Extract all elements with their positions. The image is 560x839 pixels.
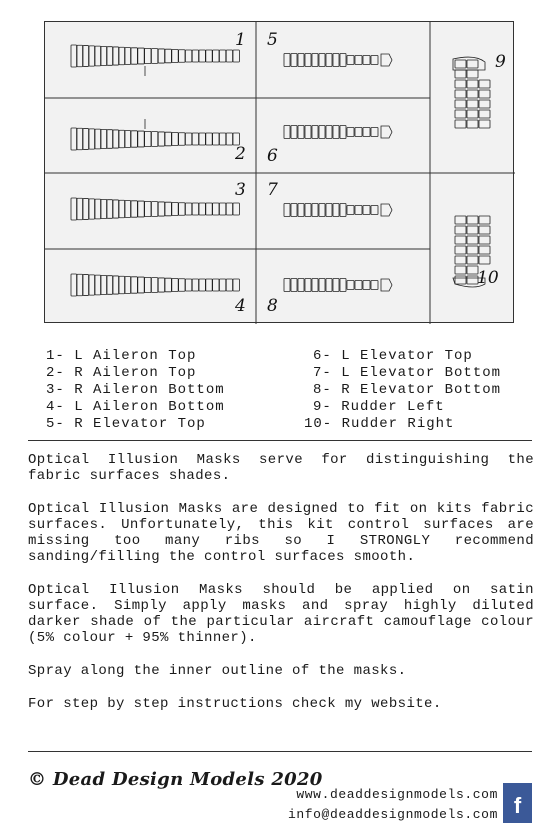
legend-item: 5- R Elevator Top [46,416,206,432]
rib-mask [165,202,171,216]
rib-mask [291,126,297,139]
instruction-paragraph: Spray along the inner outline of the masks. [28,663,407,679]
rib-mask [206,50,212,62]
legend-item: 7- L Elevator Bottom [313,365,502,381]
rib-mask [113,276,119,294]
tip-mask [381,126,392,138]
rib-mask [151,202,157,217]
panel-number-5: 5 [267,30,278,50]
rib-mask [233,50,239,62]
website-link[interactable]: www.deaddesignmodels.com [296,787,498,802]
rib-mask [119,200,125,218]
rib-mask [95,199,101,219]
rib-mask [455,276,466,284]
rib-mask [479,236,490,244]
legend-item: 1- L Aileron Top [46,348,197,364]
rib-mask [95,46,101,66]
rib-mask [151,49,157,64]
rib-mask [185,133,191,145]
rib-mask [213,50,219,62]
rib-mask [83,275,89,296]
rib-mask [101,129,107,148]
rib-mask [467,60,478,68]
rib-mask [355,128,362,137]
rib-mask [291,279,297,292]
rib-mask [206,279,212,291]
panel-number-9: 9 [495,52,506,72]
rib-mask [165,49,171,63]
rib-mask [333,126,339,139]
rib-mask [284,54,290,67]
rib-mask [467,110,478,118]
rib-mask [71,128,77,150]
panel-number-8: 8 [267,296,278,316]
rib-mask [101,199,107,218]
rib-mask [305,279,311,292]
rib-mask [119,130,125,148]
rib-mask [347,128,354,137]
rib-mask [455,266,466,274]
rib-mask [333,279,339,292]
rib-mask [333,54,339,67]
rib-mask [219,50,225,62]
panel-number-7: 7 [267,180,278,200]
rib-mask [355,206,362,215]
rib-mask [113,47,119,65]
rib-mask [479,120,490,128]
rib-mask [467,120,478,128]
rib-mask [479,90,490,98]
rib-mask [291,204,297,217]
rib-mask [199,50,205,62]
legend-item: 6- L Elevator Top [313,348,473,364]
mask-sheet-drawing [45,22,515,324]
rib-mask [131,131,137,147]
rib-mask [192,279,198,291]
rib-mask [371,56,378,65]
rib-mask [455,256,466,264]
mask-sheet [44,21,514,323]
legend-item: 8- R Elevator Bottom [313,382,502,398]
rib-mask [151,278,157,293]
rib-mask [467,100,478,108]
rib-mask [158,49,164,63]
rib-mask [326,54,332,67]
rib-mask [113,200,119,218]
rib-mask [284,204,290,217]
rib-mask [151,132,157,147]
instruction-paragraph: For step by step instructions check my website. [28,696,442,712]
rib-mask [119,276,125,294]
facebook-icon[interactable]: f [503,783,532,823]
rib-mask [479,226,490,234]
panel-number-4: 4 [235,296,246,316]
rib-mask [89,199,95,219]
panel-number-2: 2 [235,144,246,164]
rib-mask [284,126,290,139]
rib-mask [319,279,325,292]
rib-mask [77,128,83,149]
rib-mask [179,50,185,62]
rib-mask [455,246,466,254]
rib-mask [312,126,318,139]
rib-mask [172,132,178,145]
divider-bottom [28,751,532,752]
rib-mask [371,128,378,137]
rib-mask [165,132,171,146]
rib-mask [467,216,478,224]
rib-mask [192,50,198,62]
legend-item: 9- Rudder Left [313,399,445,415]
rib-mask [131,277,137,293]
rib-mask [172,49,178,62]
panel-number-3: 3 [235,180,246,200]
rib-mask [355,281,362,290]
rib-mask [89,129,95,149]
rib-mask [172,278,178,291]
rib-mask [467,226,478,234]
rib-mask [158,278,164,292]
rib-mask [213,203,219,215]
rib-mask [455,80,466,88]
rib-mask [71,198,77,220]
rib-mask [363,128,370,137]
legend-column-right [304,348,501,433]
rib-mask [125,131,131,148]
rib-mask [138,277,144,293]
rib-mask [158,132,164,146]
rib-mask [479,216,490,224]
rib-mask [107,276,113,295]
rib-mask [226,50,232,62]
rib-mask [219,203,225,215]
rib-mask [455,236,466,244]
instruction-paragraph: Optical Illusion Masks are designed to fit on kits fabric surfaces. Unfortunately, this kit control surfaces are missing too many ribs so I STRONGLY recommend sanding/filling the control surfaces smooth. [28,501,534,565]
rib-mask [192,203,198,215]
rib-mask [213,279,219,291]
rib-mask [83,199,89,220]
rib-mask [319,126,325,139]
rib-mask [467,246,478,254]
rib-mask [326,204,332,217]
rib-mask [455,216,466,224]
rib-mask [305,54,311,67]
rib-mask [185,50,191,62]
rib-mask [233,203,239,215]
rib-mask [206,133,212,145]
rib-mask [467,80,478,88]
rib-mask [467,70,478,78]
rib-mask [107,47,113,66]
panel-number-10: 10 [477,268,499,288]
rib-mask [145,201,151,216]
rib-mask [479,100,490,108]
rib-mask [101,275,107,294]
rib-mask [145,277,151,292]
rib-mask [125,201,131,218]
rib-mask [219,133,225,145]
legend-item: 4- L Aileron Bottom [46,399,225,415]
legend-column-left [46,348,225,433]
contacts [270,785,498,825]
rib-mask [199,133,205,145]
rib-mask [125,277,131,294]
instructions [28,452,534,729]
rib-mask [145,131,151,146]
divider-top [28,440,532,441]
rib-mask [185,203,191,215]
rib-mask [479,110,490,118]
rib-mask [455,100,466,108]
rib-mask [185,279,191,291]
rib-mask [101,46,107,65]
rib-mask [71,45,77,67]
rib-mask [347,281,354,290]
rib-mask [83,46,89,67]
rib-mask [199,279,205,291]
rib-mask [113,130,119,148]
rib-mask [479,80,490,88]
rib-mask [340,126,346,139]
rib-mask [284,279,290,292]
rib-mask [291,54,297,67]
rib-mask [131,48,137,64]
rib-mask [179,133,185,145]
rib-mask [119,47,125,65]
rib-mask [455,90,466,98]
rib-mask [340,54,346,67]
instruction-paragraph: Optical Illusion Masks should be applied on satin surface. Simply apply masks and spray highly diluted darker shade of the particular aircraft camouflage colour (5% colour + 95% thinner). [28,582,534,646]
panel-number-6: 6 [267,146,278,166]
rib-mask [77,45,83,66]
rib-mask [347,56,354,65]
rib-mask [347,206,354,215]
rib-mask [340,204,346,217]
rib-mask [455,120,466,128]
rib-mask [226,203,232,215]
rib-mask [312,279,318,292]
rib-mask [206,203,212,215]
rib-mask [298,204,304,217]
rib-mask [233,279,239,291]
rib-mask [363,281,370,290]
rib-mask [125,48,131,65]
rib-mask [312,54,318,67]
rib-mask [455,70,466,78]
rib-mask [179,279,185,291]
rib-mask [165,278,171,292]
rib-mask [319,54,325,67]
rib-mask [298,279,304,292]
rib-mask [138,48,144,64]
rib-mask [305,126,311,139]
email-link[interactable]: info@deaddesignmodels.com [287,807,498,822]
tip-mask [381,279,392,291]
rib-mask [455,226,466,234]
rib-mask [371,281,378,290]
rib-mask [298,54,304,67]
rib-mask [340,279,346,292]
rib-mask [77,198,83,219]
rib-mask [355,56,362,65]
rib-mask [455,110,466,118]
rib-mask [179,203,185,215]
rib-mask [145,48,151,63]
rib-mask [138,201,144,217]
rib-mask [326,279,332,292]
rib-mask [363,56,370,65]
rib-mask [298,126,304,139]
rib-mask [219,279,225,291]
tip-mask [381,54,392,66]
rib-mask [312,204,318,217]
rib-mask [326,126,332,139]
rib-mask [89,275,95,295]
instruction-paragraph: Optical Illusion Masks serve for distinguishing the fabric surfaces shades. [28,452,534,484]
rib-mask [363,206,370,215]
rib-mask [305,204,311,217]
rib-mask [479,246,490,254]
rib-mask [226,279,232,291]
legend-item: 3- R Aileron Bottom [46,382,225,398]
rib-mask [107,130,113,149]
tip-mask [381,204,392,216]
rib-mask [77,274,83,295]
rib-mask [467,90,478,98]
rib-mask [131,201,137,217]
rib-mask [89,46,95,66]
rib-mask [213,133,219,145]
rib-mask [199,203,205,215]
rib-mask [71,274,77,296]
rib-mask [192,133,198,145]
rib-mask [95,275,101,295]
panel-number-1: 1 [235,30,246,50]
legend-item: 10- Rudder Right [304,416,455,432]
copyright: © Dead Design Models 2020 [28,769,323,790]
rib-mask [158,202,164,216]
rib-mask [319,204,325,217]
rib-mask [95,129,101,149]
legend-item: 2- R Aileron Top [46,365,197,381]
rib-mask [226,133,232,145]
rib-mask [371,206,378,215]
rib-mask [455,60,466,68]
rib-mask [467,256,478,264]
rib-mask [467,236,478,244]
rib-mask [333,204,339,217]
rib-mask [83,129,89,150]
rib-mask [479,256,490,264]
rib-mask [107,200,113,219]
rib-mask [138,131,144,147]
rib-mask [172,202,178,215]
